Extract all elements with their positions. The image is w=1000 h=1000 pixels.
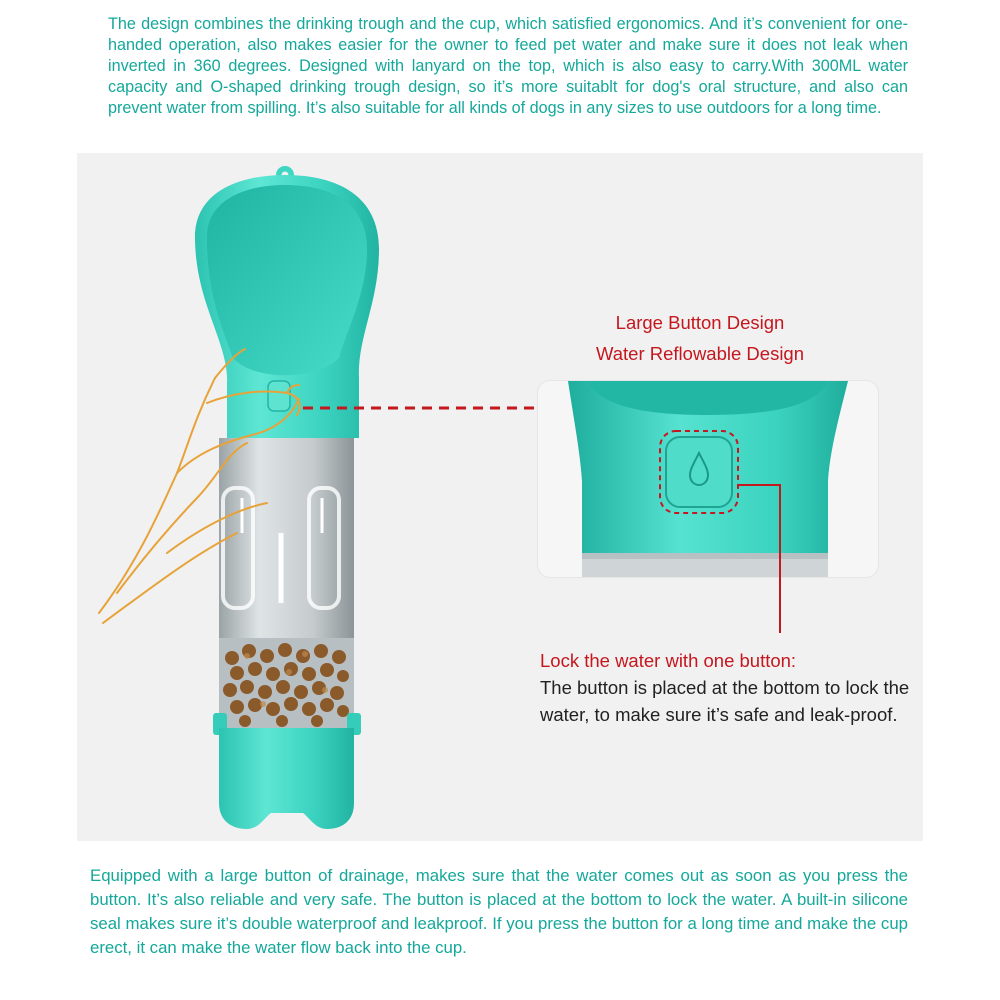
lock-info <box>540 647 910 728</box>
bottom-cap <box>213 713 361 829</box>
button-closeup-illustration <box>538 381 878 577</box>
feature-large-button: Large Button Design <box>615 312 785 333</box>
intro-paragraph: The design combines the drinking trough and the cup, which satisfied ergonomics. And it’s convenient for one-handed operation, also makes easier for the owner to feed pet water and make sure it does not leak when inverted in 360 degrees. Designed with lanyard on the top, which is also easy to carry.With 300ML water capacity and O-shaped drinking trough design, so it’s more suitablt for dog's oral structure, and also can prevent water from spilling. It’s also suitable for all kinds of dogs in any sizes to use outdoors for a long time. <box>108 15 908 117</box>
bag-compartment <box>219 438 354 638</box>
outro-paragraph: Equipped with a large button of drainage, makes sure that the water comes out as soon as you press the button. It’s also reliable and very safe. The button is placed at the bottom to lock the water. A built-in silicone seal makes sure it’s double waterproof and leakproof. If you press the button for a long time and make the cup erect, it can make the water flow back into the cup. <box>90 866 908 957</box>
feature-water-reflowable: Water Reflowable Design <box>595 343 805 364</box>
lock-title: Lock the water with one button: <box>540 650 797 671</box>
food-compartment <box>219 638 354 728</box>
button-closeup-inset <box>538 381 878 577</box>
lock-callout-line <box>770 577 790 637</box>
drain-button[interactable] <box>268 381 290 411</box>
lock-description: The button is placed at the bottom to lock the water, to make sure it’s safe and leak-proof. <box>540 677 910 725</box>
